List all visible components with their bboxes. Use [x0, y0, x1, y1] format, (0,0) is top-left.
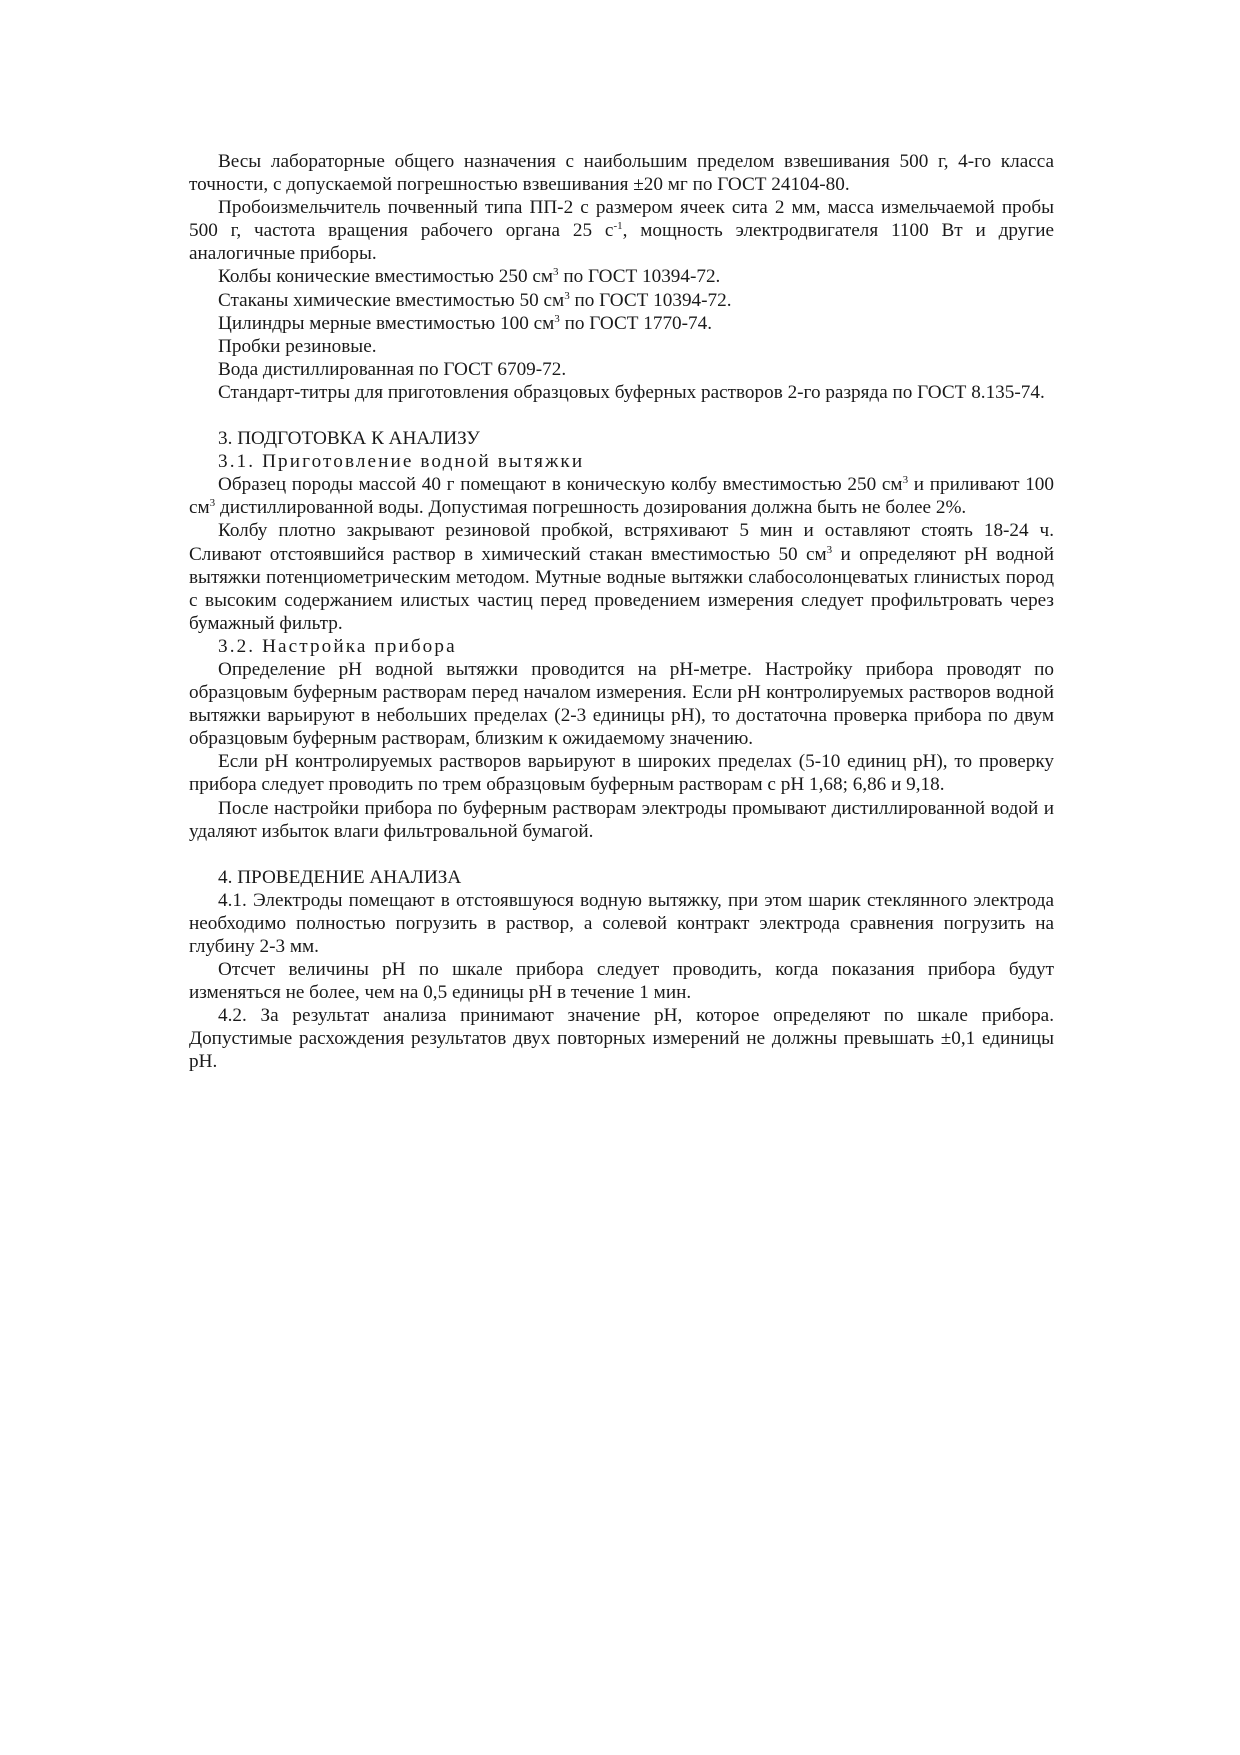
- superscript-minus-one: -1: [613, 220, 623, 233]
- document-page: [189, 150, 1054, 1074]
- superscript-three: 3: [564, 289, 570, 302]
- text-water: Вода дистиллированная по ГОСТ 6709-72.: [218, 358, 567, 380]
- spacer: [189, 843, 1054, 866]
- paragraph-scales: [189, 150, 1054, 196]
- paragraph-titres: [189, 381, 1054, 404]
- heading-text: 3. ПОДГОТОВКА К АНАЛИЗУ: [218, 428, 480, 450]
- text-stoppers: Пробки резиновые.: [218, 335, 377, 357]
- paragraph-4-2: [189, 1004, 1054, 1073]
- paragraph-3-2-c: [189, 797, 1054, 843]
- text-4-2: 4.2. За результат анализа принимают значение рН, которое определяют по шкале прибора. Допустимые расхождения результатов двух повторных измерений не должны превышать ±0,1 единицы рН.: [189, 1005, 1054, 1073]
- text-4-1-a: 4.1. Электроды помещают в отстоявшуюся водную вытяжку, при этом шарик стеклянного электрода необходимо полностью погрузить в раствор, а солевой контракт электрода сравнения погрузить на глубину 2-3 мм.: [189, 889, 1054, 957]
- superscript-three: 3: [554, 312, 560, 325]
- paragraph-4-1-b: [189, 958, 1054, 1004]
- text-4-1-b: Отсчет величины рН по шкале прибора следует проводить, когда показания прибора будут изменяться не более, чем на 0,5 единицы рН в течение 1 мин.: [189, 959, 1054, 1004]
- superscript-three: 3: [209, 497, 216, 510]
- paragraph-4-1-a: [189, 889, 1054, 958]
- text-flasks-b: по ГОСТ 10394-72.: [558, 266, 721, 288]
- subheading-text: 3.1. Приготовление водной вытяжки: [218, 451, 585, 473]
- text-grinder-b: , мощность электродвигателя 1100 Вт и другие аналогичные приборы.: [189, 220, 1054, 265]
- text-cylinders-b: по ГОСТ 1770-74.: [559, 312, 713, 334]
- paragraph-grinder: [189, 196, 1054, 265]
- paragraph-stoppers: [189, 335, 1054, 358]
- subsection-3-1-heading: [189, 450, 1054, 473]
- text-3-1-d: Колбу плотно закрывают резиновой пробкой, встряхивают 5 мин и оставляют стоять 18-24 ч. Сливают отстоявшийся раствор в химический стакан вместимостью 50 см: [189, 520, 1054, 565]
- text-3-1-e: и определяют рН водной вытяжки потенциометрическим методом. Мутные водные вытяжки слабосолонцеватых глинистых пород с высоким содержанием илистых частиц перед проведением измерения следует профильтровать через бумажный фильтр.: [189, 543, 1054, 634]
- text-3-2-a: Определение рН водной вытяжки проводится на рН-метре. Настройку прибора проводят по образцовым буферным растворам перед началом измерения. Если рН контролируемых растворов водной вытяжки варьируют в небольших пределах (2-3 единицы рН), то достаточна проверка прибора по двум образцовым буферным растворам, близким к ожидаемому значению.: [189, 658, 1054, 750]
- superscript-three: 3: [902, 474, 909, 487]
- section-4-heading: [189, 866, 1054, 889]
- paragraph-flasks: [189, 265, 1054, 288]
- text-titres: Стандарт-титры для приготовления образцовых буферных растворов 2-го разряда по ГОСТ 8.135-74.: [218, 381, 1045, 403]
- paragraph-3-2-a: [189, 658, 1054, 750]
- paragraph-water: [189, 358, 1054, 381]
- paragraph-3-2-b: [189, 750, 1054, 796]
- text-beakers-a: Стаканы химические вместимостью 50 см: [218, 289, 565, 311]
- text-scales: Весы лабораторные общего назначения с наибольшим пределом взвешивания 500 г, 4-го класса точности, с допускаемой погрешностью взвешивания ±20 мг по ГОСТ 24104-80.: [189, 151, 1054, 196]
- heading-text: 4. ПРОВЕДЕНИЕ АНАЛИЗА: [218, 866, 462, 888]
- text-3-2-b: Если рН контролируемых растворов варьируют в широких пределах (5-10 единиц рН), то проверку прибора следует проводить по трем образцовым буферным растворам с рН 1,68; 6,86 и 9,18.: [189, 751, 1054, 796]
- text-3-2-c: После настройки прибора по буферным растворам электроды промывают дистиллированной водой и удаляют избыток влаги фильтровальной бумагой.: [189, 797, 1054, 842]
- text-grinder-a: Пробоизмельчитель почвенный типа ПП-2 с размером ячеек сита 2 мм, масса измельчаемой пробы 500 г, частота вращения рабочего органа 25 с: [189, 197, 1054, 242]
- subsection-3-2-heading: [189, 635, 1054, 658]
- paragraph-cylinders: [189, 312, 1054, 335]
- paragraph-3-1-a: [189, 473, 1054, 519]
- text-3-1-a: Образец породы массой 40 г помещают в коническую колбу вместимостью 250 см: [218, 474, 903, 496]
- spacer: [189, 404, 1054, 427]
- superscript-three: 3: [553, 266, 559, 279]
- text-flasks-a: Колбы конические вместимостью 250 см: [218, 266, 554, 288]
- paragraph-beakers: [189, 289, 1054, 312]
- text-beakers-b: по ГОСТ 10394-72.: [569, 289, 732, 311]
- subheading-text: 3.2. Настройка прибора: [218, 635, 457, 657]
- text-3-1-c: дистиллированной воды. Допустимая погрешность дозирования должна быть не более 2%.: [215, 497, 967, 519]
- paragraph-3-1-b: [189, 519, 1054, 634]
- superscript-three: 3: [826, 543, 833, 556]
- section-3-heading: [189, 427, 1054, 450]
- text-3-1-b: и приливают 100 см: [189, 474, 1054, 519]
- text-cylinders-a: Цилиндры мерные вместимостью 100 см: [218, 312, 555, 334]
